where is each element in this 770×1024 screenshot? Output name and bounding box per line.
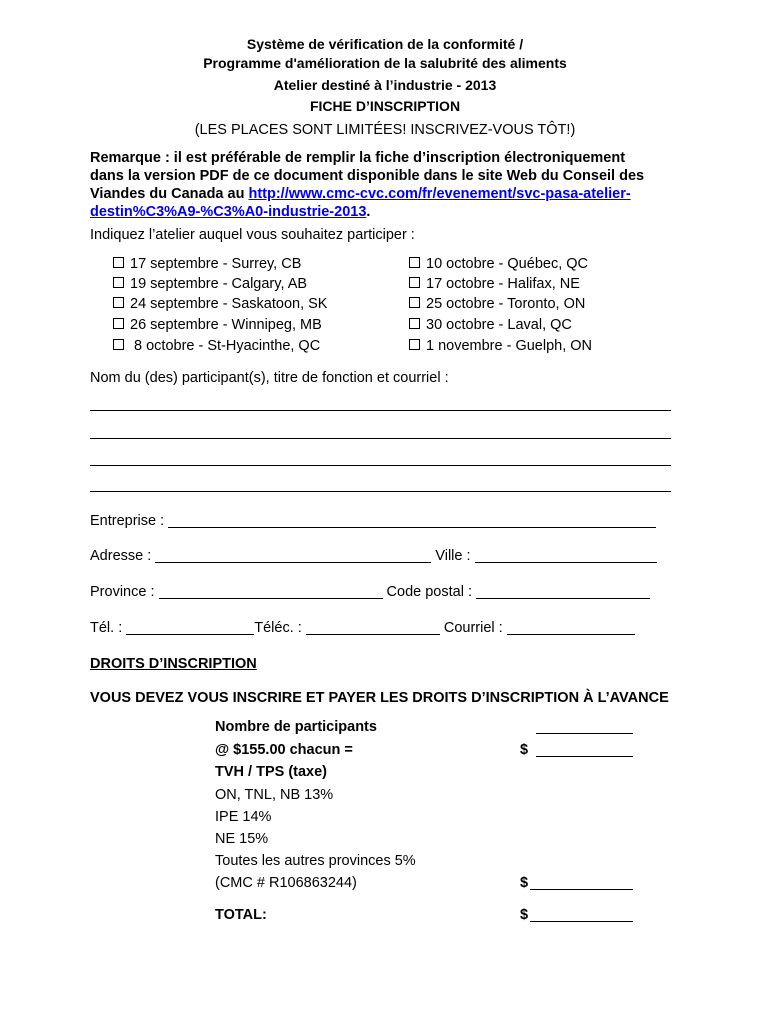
remark-line-2: dans la version PDF de ce document disponible dans le site Web du Conseil des (90, 168, 645, 184)
participants-label: Nom du (des) participant(s), titre de fonction et courriel : (90, 370, 449, 386)
places-notice: (LES PLACES SONT LIMITÉES! INSCRIVEZ-VOUS TÔT!) (194, 122, 576, 138)
price-each-label: @ $155.00 chacun = (215, 742, 353, 758)
remark-period: . (366, 204, 371, 220)
cmc-number: (CMC # R106863244) (215, 875, 357, 891)
code-postal-field[interactable] (476, 584, 650, 599)
participants-count-label: Nombre de participants (215, 719, 377, 735)
province-row (90, 584, 650, 600)
workshop-prompt: Indiquez l’atelier auquel vous souhaitez participer : (90, 227, 415, 243)
currency-sign: $ (520, 907, 529, 923)
workshop-label: 8 octobre - St-Hyacinthe, QC (130, 338, 321, 354)
header-line-1: Système de vérification de la conformité / (246, 36, 524, 52)
province-field[interactable] (159, 584, 383, 599)
workshop-label: 25 octobre - Toronto, ON (426, 296, 586, 312)
entreprise-field[interactable] (168, 513, 656, 528)
tel-label: Tél. : (90, 620, 123, 636)
workshop-option[interactable] (113, 296, 327, 312)
telec-field[interactable] (306, 620, 440, 635)
tax-rate-2: IPE 14% (215, 809, 272, 825)
entreprise-row (90, 513, 656, 529)
workshop-label: 10 octobre - Québec, QC (426, 256, 588, 272)
checkbox-icon[interactable] (409, 277, 420, 288)
contact-row (90, 620, 635, 636)
workshop-option[interactable] (113, 276, 307, 292)
ville-label: Ville : (435, 548, 471, 564)
currency-sign: $ (520, 875, 529, 891)
subtotal-field[interactable] (536, 756, 633, 757)
checkbox-icon[interactable] (409, 339, 420, 350)
workshop-label: 1 novembre - Guelph, ON (426, 338, 593, 354)
form-title: FICHE D’INSCRIPTION (309, 98, 461, 114)
payment-notice: VOUS DEVEZ VOUS INSCRIRE ET PAYER LES DROITS D’INSCRIPTION À L’AVANCE (90, 690, 669, 706)
workshop-option[interactable] (409, 296, 585, 312)
remark-line-3 (90, 186, 631, 202)
workshop-option[interactable] (409, 256, 588, 272)
registration-link-part-1[interactable]: http://www.cmc-cvc.com/fr/evenement/svc-pasa-atelier- (248, 186, 631, 202)
participant-line-1[interactable] (90, 410, 671, 411)
workshop-label: 30 octobre - Laval, QC (426, 317, 572, 333)
participant-line-4[interactable] (90, 491, 671, 492)
adresse-field[interactable] (155, 548, 431, 563)
remark-line-3-text: Viandes du Canada au (90, 186, 249, 202)
workshop-label: 17 septembre - Surrey, CB (130, 256, 302, 272)
participants-count-field[interactable] (536, 733, 633, 734)
fees-heading: DROITS D’INSCRIPTION (90, 656, 257, 672)
checkbox-icon[interactable] (113, 297, 124, 308)
tax-label: TVH / TPS (taxe) (215, 764, 327, 780)
tel-field[interactable] (126, 620, 254, 635)
checkbox-icon[interactable] (409, 257, 420, 268)
telec-label: Téléc. : (254, 620, 302, 636)
checkbox-icon[interactable] (113, 257, 124, 268)
workshop-label: 24 septembre - Saskatoon, SK (130, 296, 328, 312)
adresse-row (90, 548, 657, 564)
workshop-option[interactable] (409, 276, 580, 292)
courriel-label: Courriel : (443, 620, 503, 636)
workshop-option[interactable] (409, 338, 592, 354)
remark-line-1: Remarque : il est préférable de remplir la fiche d’inscription électroniquement (90, 150, 626, 166)
header-line-3: Atelier destiné à l’industrie - 2013 (273, 77, 497, 93)
checkbox-icon[interactable] (113, 318, 124, 329)
participant-line-2[interactable] (90, 438, 671, 439)
total-label: TOTAL: (215, 907, 267, 923)
code-postal-label: Code postal : (386, 584, 472, 600)
registration-link-part-2[interactable]: destin%C3%A9-%C3%A0-industrie-2013 (90, 204, 367, 220)
adresse-label: Adresse : (90, 548, 152, 564)
ville-field[interactable] (475, 548, 657, 563)
tax-rate-1: ON, TNL, NB 13% (215, 787, 334, 803)
province-label: Province : (90, 584, 155, 600)
workshop-label: 26 septembre - Winnipeg, MB (130, 317, 322, 333)
tax-rate-4: Toutes les autres provinces 5% (215, 853, 416, 869)
header-line-2: Programme d'amélioration de la salubrité des aliments (203, 55, 567, 71)
workshop-option[interactable] (409, 317, 572, 333)
remark-line-4 (90, 204, 370, 220)
tax-rate-3: NE 15% (215, 831, 269, 847)
checkbox-icon[interactable] (409, 318, 420, 329)
entreprise-label: Entreprise : (90, 513, 165, 529)
workshop-option[interactable] (113, 338, 320, 354)
workshop-option[interactable] (113, 317, 322, 333)
workshop-option[interactable] (113, 256, 301, 272)
checkbox-icon[interactable] (113, 339, 124, 350)
workshop-label: 17 octobre - Halifax, NE (426, 276, 580, 292)
workshop-label: 19 septembre - Calgary, AB (130, 276, 308, 292)
courriel-field[interactable] (507, 620, 635, 635)
participant-line-3[interactable] (90, 465, 671, 466)
total-amount-field[interactable] (530, 921, 633, 922)
checkbox-icon[interactable] (113, 277, 124, 288)
tax-amount-field[interactable] (530, 889, 633, 890)
currency-sign: $ (520, 742, 529, 758)
checkbox-icon[interactable] (409, 297, 420, 308)
